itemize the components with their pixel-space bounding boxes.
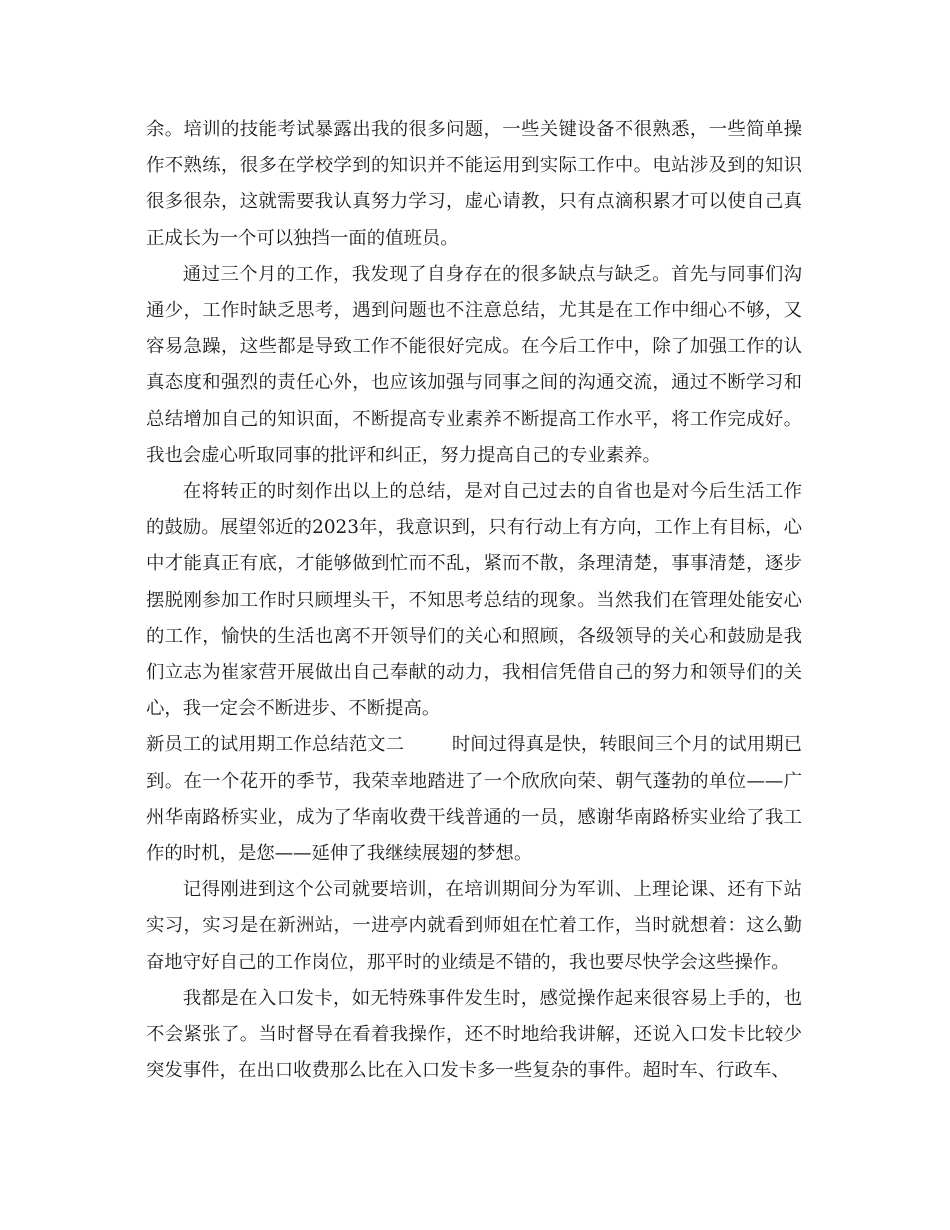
paragraph-3	[146, 474, 802, 727]
paragraph-1-text: 余。培训的技能考试暴露出我的很多问题，一些关键设备不很熟悉，一些简单操作不熟练，很多在学校学到的知识并不能运用到实际工作中。电站涉及到的知识很多很杂，这就需要我认真努力学习，虚心请教，只有点滴积累才可以使自己真正成长为一个可以独挡一面的值班员。	[146, 119, 802, 249]
document-body	[146, 112, 802, 1089]
paragraph-3-text: 在将转正的时刻作出以上的总结，是对自己过去的自省也是对今后生活工作的鼓励。展望邻近的2023年，我意识到，只有行动上有方向，工作上有目标，心中才能真正有底，才能够做到忙而不乱，紧而不散，条理清楚，事事清楚，逐步摆脱刚参加工作时只顾埋头干，不知思考总结的现象。当然我们在管理处能安心的工作，愉快的生活也离不开领导们的关心和照顾，各级领导的关心和鼓励是我们立志为崔家营开展做出自己奉献的动力，我相信凭借自己的努力和领导们的关心，我一定会不断进步、不断提高。	[146, 481, 802, 720]
paragraph-5-text: 记得刚进到这个公司就要培训，在培训期间分为军训、上理论课、还有下站实习，实习是在新洲站，一进亭内就看到师姐在忙着工作，当时就想着：这么勤奋地守好自己的工作岗位，那平时的业绩是不错的，我也要尽快学会这些操作。	[146, 879, 802, 973]
section-heading: 新员工的试用期工作总结范文二	[146, 734, 404, 756]
paragraph-2-text: 通过三个月的工作，我发现了自身存在的很多缺点与缺乏。首先与同事们沟通少，工作时缺乏思考，遇到问题也不注意总结，尤其是在工作中细心不够，又容易急躁，这些都是导致工作不能很好完成。在今后工作中，除了加强工作的认真态度和强烈的责任心外，也应该加强与同事之间的沟通交流，通过不断学习和总结增加自己的知识面，不断提高专业素养不断提高工作水平，将工作完成好。我也会虚心听取同事的批评和纠正，努力提高自己的专业素养。	[146, 263, 802, 466]
paragraph-4	[146, 727, 802, 872]
paragraph-1	[146, 112, 802, 257]
paragraph-6	[146, 981, 802, 1090]
paragraph-5	[146, 872, 802, 981]
paragraph-4-text: 时间过得真是快，转眼间三个月的试用期已到。在一个花开的季节，我荣幸地踏进了一个欣欣向荣、朝气蓬勃的单位——广州华南路桥实业，成为了华南收费干线普通的一员，感谢华南路桥实业给了我工作的时机，是您——延伸了我继续展翅的梦想。	[146, 734, 802, 865]
paragraph-2	[146, 257, 802, 474]
paragraph-6-text: 我都是在入口发卡，如无特殊事件发生时，感觉操作起来很容易上手的，也不会紧张了。当时督导在看着我操作，还不时地给我讲解，还说入口发卡比较少突发事件，在出口收费那么比在入口发卡多一些复杂的事件。超时车、行政车、	[146, 987, 802, 1082]
